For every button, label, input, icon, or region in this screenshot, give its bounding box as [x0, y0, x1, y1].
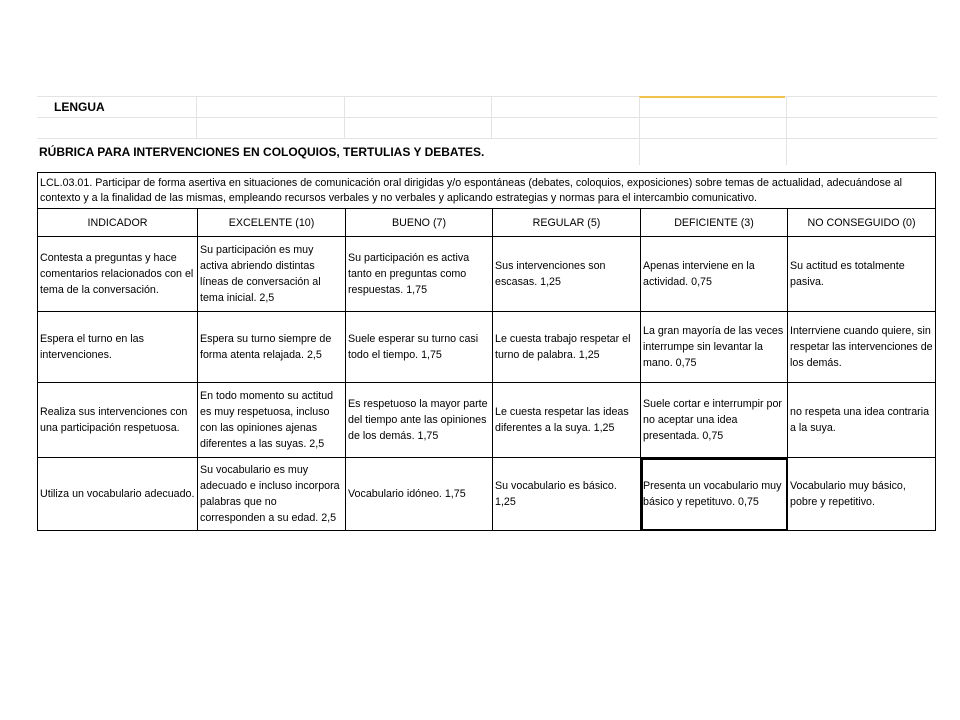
subject-label[interactable]: LENGUA — [54, 100, 105, 114]
table-row — [38, 237, 936, 312]
cell-regular[interactable]: Le cuesta trabajo respetar el turno de palabra. 1,25 — [493, 312, 641, 383]
cell-highlight-border — [639, 96, 785, 98]
cell-regular[interactable]: Su vocabulario es básico. 1,25 — [493, 458, 641, 531]
sheet-row-subject — [37, 96, 937, 117]
table-row — [38, 458, 936, 531]
cell-deficiente[interactable]: Suele cortar e interrumpir por no aceptar una idea presentada. 0,75 — [641, 383, 788, 458]
cell-indicator[interactable]: Realiza sus intervenciones con una participación respetuosa. — [38, 383, 198, 458]
cell-no-conseguido[interactable]: Vocabulario muy básico, pobre y repetitivo. — [788, 458, 936, 531]
cell-bueno[interactable]: Vocabulario idóneo. 1,75 — [346, 458, 493, 531]
table-row — [38, 312, 936, 383]
cell-indicator[interactable]: Espera el turno en las intervenciones. — [38, 312, 198, 383]
cell-bueno[interactable]: Es respetuoso la mayor parte del tiempo ante las opiniones de los demás. 1,75 — [346, 383, 493, 458]
header-indicador[interactable]: INDICADOR — [38, 209, 198, 237]
rubric-description-row — [38, 173, 936, 209]
cell-regular[interactable]: Le cuesta respetar las ideas diferentes a la suya. 1,25 — [493, 383, 641, 458]
cell-deficiente[interactable]: Apenas interviene en la actividad. 0,75 — [641, 237, 788, 312]
rubric-description[interactable]: LCL.03.01. Participar de forma asertiva en situaciones de comunicación oral dirigidas y/o espontáneas (debates, coloquios, exposiciones) sobre temas de actualidad, adecuándose al contexto y a la finalidad de las mismas, empleando recursos verbales y no verbales y aplicando estrategias y normas para el intercambio comunicativo. — [38, 173, 936, 209]
header-excelente[interactable]: EXCELENTE (10) — [198, 209, 346, 237]
table-row — [38, 383, 936, 458]
cell-regular[interactable]: Sus intervenciones son escasas. 1,25 — [493, 237, 641, 312]
header-bueno[interactable]: BUENO (7) — [346, 209, 493, 237]
cell-indicator[interactable]: Contesta a preguntas y hace comentarios relacionados con el tema de la conversación. — [38, 237, 198, 312]
cell-excelente[interactable]: Su participación es muy activa abriendo distintas líneas de conversación al tema inicial. 2,5 — [198, 237, 346, 312]
sheet-row-title — [37, 138, 937, 165]
header-no-conseguido[interactable]: NO CONSEGUIDO (0) — [788, 209, 936, 237]
rubric-title[interactable]: RÚBRICA PARA INTERVENCIONES EN COLOQUIOS, TERTULIAS Y DEBATES. — [39, 145, 485, 159]
rubric-header-row — [38, 209, 936, 237]
spreadsheet-header-area — [37, 96, 937, 165]
rubric-table — [37, 172, 936, 531]
cell-no-conseguido[interactable]: Su actitud es totalmente pasiva. — [788, 237, 936, 312]
header-regular[interactable]: REGULAR (5) — [493, 209, 641, 237]
header-deficiente[interactable]: DEFICIENTE (3) — [641, 209, 788, 237]
cell-deficiente[interactable]: La gran mayoría de las veces interrumpe sin levantar la mano. 0,75 — [641, 312, 788, 383]
cell-deficiente-selected[interactable]: Presenta un vocabulario muy básico y repetituvo. 0,75 — [641, 458, 788, 531]
cell-indicator[interactable]: Utiliza un vocabulario adecuado. — [38, 458, 198, 531]
sheet-row-empty — [37, 117, 937, 138]
cell-excelente[interactable]: Su vocabulario es muy adecuado e incluso incorpora palabras que no corresponden a su edad. 2,5 — [198, 458, 346, 531]
cell-bueno[interactable]: Suele esperar su turno casi todo el tiempo. 1,75 — [346, 312, 493, 383]
cell-excelente[interactable]: En todo momento su actitud es muy respetuosa, incluso con las opiniones ajenas diferentes a las suyas. 2,5 — [198, 383, 346, 458]
cell-bueno[interactable]: Su participación es activa tanto en preguntas como respuestas. 1,75 — [346, 237, 493, 312]
cell-no-conseguido[interactable]: no respeta una idea contraria a la suya. — [788, 383, 936, 458]
cell-excelente[interactable]: Espera su turno siempre de forma atenta relajada. 2,5 — [198, 312, 346, 383]
cell-no-conseguido[interactable]: Interrviene cuando quiere, sin respetar las intervenciones de los demás. — [788, 312, 936, 383]
